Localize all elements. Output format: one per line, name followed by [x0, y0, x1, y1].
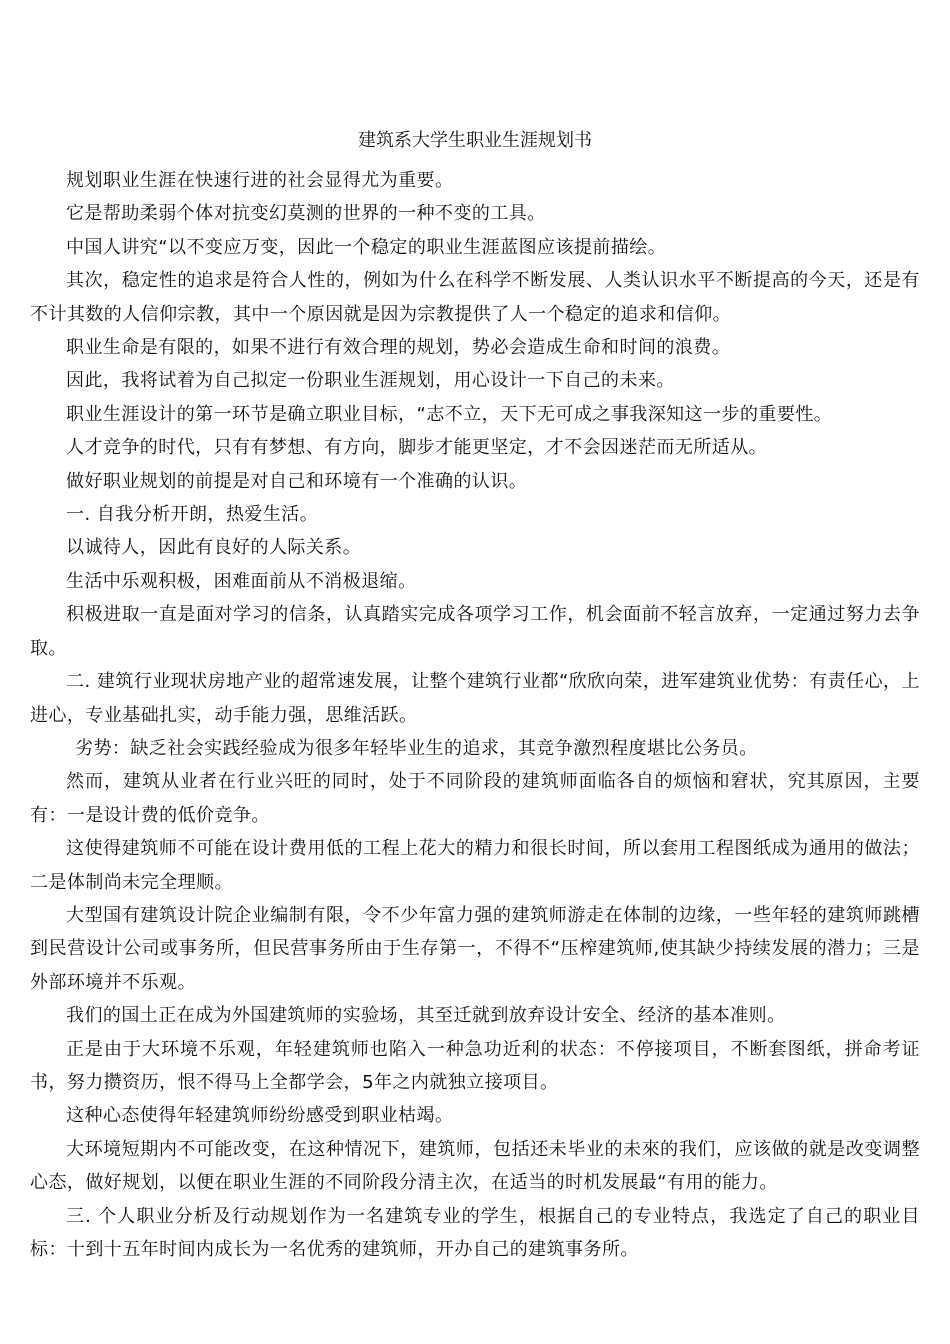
paragraph-12: 生活中乐观积极，困难面前从不消极退缩。: [66, 570, 417, 592]
document-page: [30, 125, 920, 1266]
paragraph-22: 大环境短期内不可能改变，在这种情况下，建筑师，包括还未毕业的未來的我们，应该做的就是改变调整心态，做好规划，以便在职业生涯的不同阶段分清主次，在适当的时机发展最“有用的能力。: [30, 1138, 920, 1194]
paragraph-20: 正是由于大环境不乐观，年轻建筑师也陷入一种急功近利的状态：不停接项目，不断套图纸，拼命考证书，努力攒资历，恨不得马上全都学会，5年之内就独立接项目。: [30, 1038, 920, 1093]
paragraph-4: 其次，稳定性的追求是符合人性的，例如为什么在科学不断发展、人类认识水平不断提高的今天，还是有不计其数的人信仰宗教，其中一个原因就是因为宗教提供了人一个稳定的追求和信仰。: [30, 270, 920, 325]
paragraph-11: 以诚待人，因此有良好的人际关系。: [66, 537, 362, 559]
paragraph-8: 人才竞争的时代，只有有梦想、有方向，脚步才能更坚定，才不会因迷茫而无所适从。: [66, 437, 768, 459]
paragraph-19: 我们的国土正在成为外国建筑师的实验场，其至迁就到放弃设计安全、经济的基本准则。: [66, 1005, 786, 1027]
paragraph-17: 这使得建筑师不可能在设计费用低的工程上花大的精力和很长时间，所以套用工程图纸成为通用的做法；二是体制尚未完全理顺。: [30, 838, 920, 893]
paragraph-18: 大型国有建筑设计院企业编制有限，令不少年富力强的建筑师游走在体制的边缘，一些年轻的建筑师跳槽到民营设计公司或事务所，但民营事务所由于生存第一，不得不“压榨建筑师,使其缺少持续发展的潜力；三是外部环境并不乐观。: [30, 904, 920, 993]
paragraph-21: 这种心态使得年轻建筑师纷纷感受到职业枯竭。: [66, 1105, 454, 1127]
paragraph-5: 职业生命是有限的，如果不进行有效合理的规划，势必会造成生命和时间的浪费。: [66, 337, 731, 359]
section-heading-career-plan: 三. 个人职业分析及行动规划作为一名建筑专业的学生，根据自己的专业特点，我选定了自己的职业目标：十到十五年时间内成长为一名优秀的建筑师，开办自己的建筑事务所。: [30, 1205, 920, 1260]
document-title: 建筑系大学生职业生涯规划书: [358, 130, 592, 151]
paragraph-9: 做好职业规划的前提是对自己和环境有一个准确的认识。: [66, 470, 528, 492]
section-heading-self-analysis: 一. 自我分析开朗，热爱生活。: [66, 504, 319, 526]
paragraph-13: 积极进取一直是面对学习的信条，认真踏实完成各项学习工作，机会面前不轻言放弃，一定通过努力去争取。: [30, 604, 920, 659]
paragraph-weakness: 劣势：缺乏社会实践经验成为很多年轻毕业生的追求，其竞争激烈程度堪比公务员。: [75, 737, 758, 759]
paragraph-1: 规划职业生涯在快速行进的社会显得尤为重要。: [66, 170, 454, 191]
paragraph-16: 然而，建筑从业者在行业兴旺的同时，处于不同阶段的建筑师面临各自的烦恼和窘状，究其原因，主要有：一是设计费的低价竞争。: [30, 771, 920, 826]
paragraph-3: 中国人讲究“以不变应万变，因此一个稳定的职业生涯蓝图应该提前描绘。: [66, 236, 667, 258]
section-heading-industry-status: 二. 建筑行业现状房地产业的超常速发展，让整个建筑行业都“欣欣向荣，进军建筑业优势：有责任心，上进心，专业基础扎实，动手能力强，思维活跃。: [30, 671, 920, 726]
paragraph-6: 因此，我将试着为自己拟定一份职业生涯规划，用心设计一下自己的未来。: [66, 370, 675, 392]
paragraph-7: 职业生涯设计的第一环节是确立职业目标，“志不立，天下无可成之事我深知这一步的重要性。: [66, 403, 833, 425]
paragraph-2: 它是帮助柔弱个体对抗变幻莫测的世界的一种不变的工具。: [66, 203, 546, 225]
